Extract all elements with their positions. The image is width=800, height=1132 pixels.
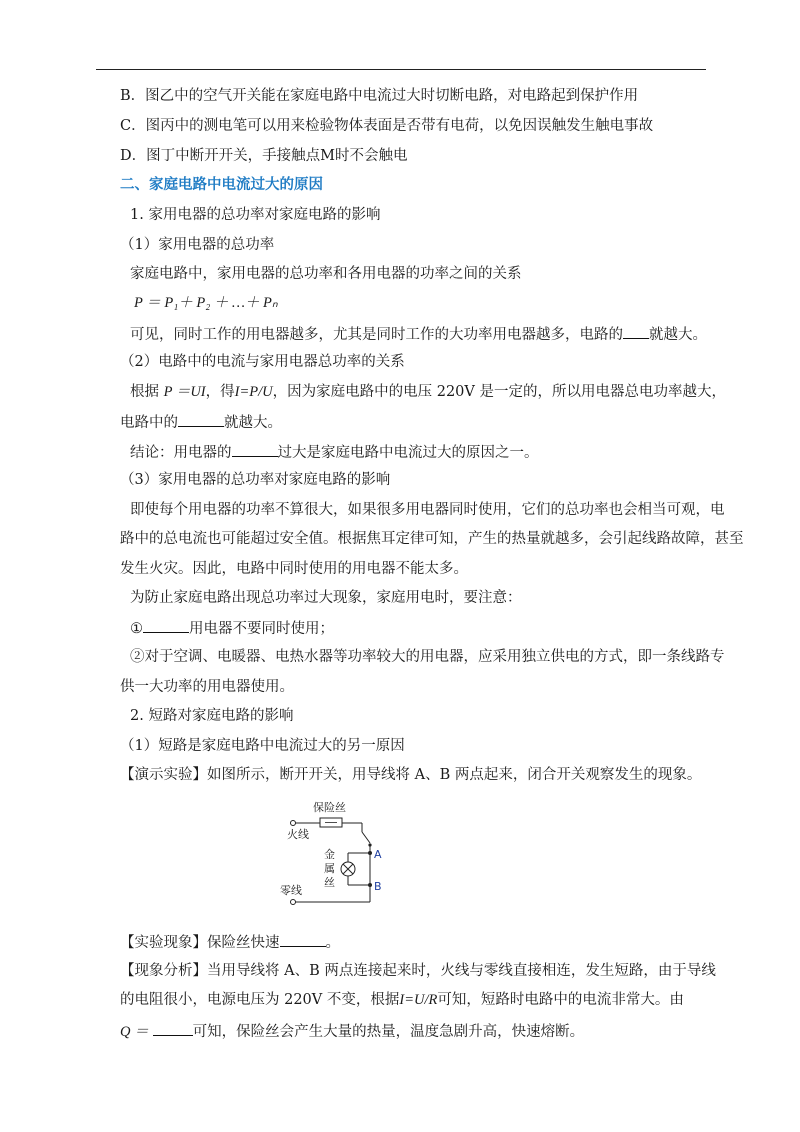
header-rule	[96, 69, 706, 70]
switch-symbol	[362, 832, 370, 843]
fill-blank[interactable]	[232, 441, 278, 457]
paragraph: 电路中的 就越大。	[120, 411, 282, 433]
fuse-label: 保险丝	[313, 801, 346, 814]
paragraph: 根据 P ＝UI，得I=P/U，因为家庭电路中的电压 220V 是一定的，所以用电器总电功率越大，	[130, 384, 726, 400]
total-power-formula: P ＝ P₁＋ P₂ ＋ …＋ Pₙ	[134, 295, 278, 311]
paragraph: 结论：用电器的 过大是家庭电路中电流过大的原因之一。	[130, 441, 539, 463]
fill-blank[interactable]	[280, 931, 326, 947]
wire-label: 属	[324, 862, 335, 875]
paragraph: ②对于空调、电暖器、电热水器等功率较大的用电器，应采用独立供电的方式，即一条线路专	[130, 649, 725, 665]
subsection-2-1: （1）短路是家庭电路中电流过大的另一原因	[120, 738, 405, 754]
paragraph: 【现象分析】当用导线将 A、B 两点连接起来时，火线与零线直接相连，发生短路，由于导线	[120, 963, 716, 979]
live-terminal	[291, 821, 296, 826]
paragraph: 即使每个用电器的功率不算很大，如果很多用电器同时使用，它们的总功率也会相当可观，电	[130, 502, 725, 518]
option-c: C．图丙中的测电笔可以用来检验物体表面是否带有电荷，以免因误触发生触电事故	[120, 118, 654, 134]
subsection-1-1: （1）家用电器的总功率	[120, 237, 275, 253]
fill-blank[interactable]	[623, 323, 649, 339]
paragraph: 【实验现象】保险丝快速 。	[120, 931, 340, 953]
subsection-1-2: （2）电路中的电流与家用电器总功率的关系	[120, 354, 405, 370]
paragraph: 可见，同时工作的用电器越多，尤其是同时工作的大功率用电器越多，电路的 就越大。	[130, 323, 707, 345]
neutral-terminal	[291, 900, 296, 905]
neutral-label: 零线	[280, 884, 302, 897]
option-d: D．图丁中断开开关，手接触点M时不会触电	[120, 148, 408, 164]
paragraph: 【演示实验】如图所示，断开开关，用导线将 A、B 两点起来，闭合开关观察发生的现象。	[120, 767, 702, 783]
paragraph: Q ＝ 可知，保险丝会产生大量的热量，温度急剧升高，快速熔断。	[120, 1020, 584, 1042]
wire-label: 丝	[324, 876, 335, 889]
paragraph: 发生火灾。因此，电路中同时使用的用电器不能太多。	[120, 561, 468, 577]
paragraph: 路中的总电流也可能超过安全值。根据焦耳定律可知，产生的热量就越多，会引起线路故障，甚至	[120, 531, 744, 547]
point-b-label: B	[374, 880, 382, 893]
paragraph: 的电阻很小，电源电压为 220V 不变，根据I=U/R可知，短路时电路中的电流非常大。由	[120, 992, 684, 1008]
option-b: B．图乙中的空气开关能在家庭电路中电流过大时切断电路，对电路起到保护作用	[120, 88, 639, 104]
live-label: 火线	[287, 828, 309, 841]
paragraph: ① 用电器不要同时使用；	[130, 617, 334, 639]
wire-label: 金	[324, 848, 335, 861]
section-heading: 二、家庭电路中电流过大的原因	[120, 177, 323, 193]
subsection-2: 2. 短路对家庭电路的影响	[130, 708, 294, 724]
paragraph: 家庭电路中，家用电器的总功率和各用电器的功率之间的关系	[130, 266, 522, 282]
fill-blank[interactable]	[178, 411, 224, 427]
point-a-label: A	[374, 848, 382, 861]
fill-blank[interactable]	[153, 1020, 193, 1036]
paragraph: 为防止家庭电路出现总功率过大现象，家庭用电时，要注意：	[130, 590, 522, 606]
fill-blank[interactable]	[143, 617, 189, 633]
short-circuit-diagram	[270, 790, 400, 910]
subsection-1-3: （3）家用电器的总功率对家庭电路的影响	[120, 472, 391, 488]
subsection-1: 1. 家用电器的总功率对家庭电路的影响	[130, 207, 381, 223]
paragraph: 供一大功率的用电器使用。	[120, 679, 294, 695]
